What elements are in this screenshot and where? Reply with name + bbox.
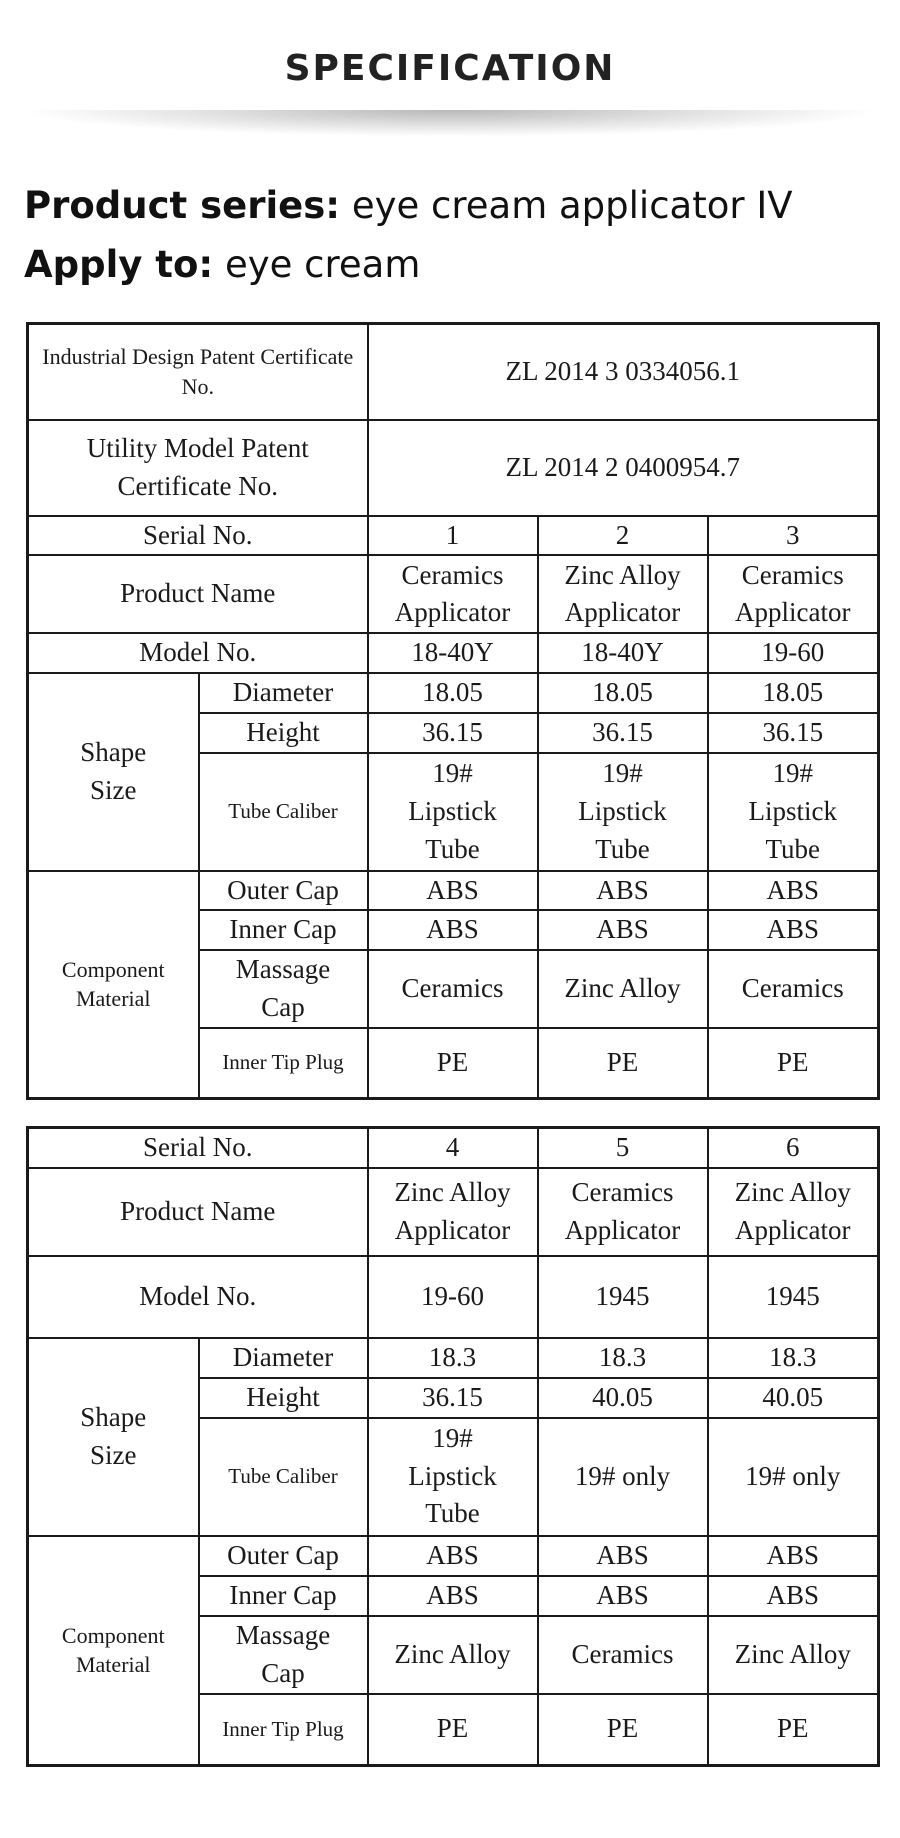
table-row	[28, 516, 879, 556]
utility-patent-label: Utility Model Patent Certificate No.	[28, 420, 368, 516]
table-row	[28, 324, 879, 420]
tube-caliber-cell: 19# Lipstick Tube	[368, 753, 538, 871]
table-row	[28, 871, 879, 911]
product-name-label: Product Name	[28, 1168, 368, 1256]
model-cell: 19-60	[368, 1256, 538, 1338]
inner-tip-plug-cell: PE	[368, 1028, 538, 1098]
spec-table-2	[26, 1126, 880, 1767]
table-row	[28, 1256, 879, 1338]
massage-cap-cell: Zinc Alloy	[708, 1616, 879, 1694]
model-label: Model No.	[28, 633, 368, 673]
diameter-cell: 18.05	[368, 673, 538, 713]
product-name-cell: Zinc Alloy Applicator	[708, 1168, 879, 1256]
massage-cap-cell: Ceramics	[368, 950, 538, 1028]
outer-cap-cell: ABS	[538, 1536, 708, 1576]
table-row	[28, 633, 879, 673]
design-patent-value: ZL 2014 3 0334056.1	[368, 324, 879, 420]
serial-cell: 3	[708, 516, 879, 556]
tube-caliber-cell: 19# Lipstick Tube	[538, 753, 708, 871]
product-name-cell: Zinc Alloy Applicator	[368, 1168, 538, 1256]
outer-cap-label: Outer Cap	[199, 1536, 368, 1576]
height-cell: 36.15	[368, 713, 538, 753]
inner-tip-plug-cell: PE	[708, 1694, 879, 1766]
table-row	[28, 555, 879, 633]
diameter-label: Diameter	[199, 1338, 368, 1378]
height-cell: 36.15	[708, 713, 879, 753]
diameter-cell: 18.3	[368, 1338, 538, 1378]
inner-cap-cell: ABS	[708, 910, 879, 950]
component-material-label: Component Material	[28, 1536, 199, 1766]
tube-caliber-cell: 19# only	[538, 1418, 708, 1536]
product-name-cell: Ceramics Applicator	[368, 555, 538, 633]
serial-cell: 6	[708, 1128, 879, 1168]
component-material-label: Component Material	[28, 871, 199, 1099]
tube-caliber-label: Tube Caliber	[199, 753, 368, 871]
height-cell: 40.05	[538, 1378, 708, 1418]
tube-caliber-cell: 19# Lipstick Tube	[708, 753, 879, 871]
table-row	[28, 1536, 879, 1576]
inner-tip-plug-cell: PE	[538, 1028, 708, 1098]
inner-cap-cell: ABS	[368, 1576, 538, 1616]
shape-size-label: Shape Size	[28, 673, 199, 871]
product-series-value: eye cream applicator IV	[340, 184, 793, 227]
title-divider-shadow	[30, 110, 870, 136]
table-row	[28, 420, 879, 516]
serial-cell: 5	[538, 1128, 708, 1168]
inner-tip-plug-cell: PE	[538, 1694, 708, 1766]
serial-cell: 2	[538, 516, 708, 556]
massage-cap-cell: Zinc Alloy	[368, 1616, 538, 1694]
spec-table-1	[26, 322, 880, 1100]
table-row	[28, 673, 879, 713]
diameter-cell: 18.05	[538, 673, 708, 713]
inner-cap-cell: ABS	[708, 1576, 879, 1616]
diameter-cell: 18.3	[708, 1338, 879, 1378]
outer-cap-label: Outer Cap	[199, 871, 368, 911]
height-label: Height	[199, 1378, 368, 1418]
serial-label: Serial No.	[28, 1128, 368, 1168]
inner-tip-plug-label: Inner Tip Plug	[199, 1694, 368, 1766]
tube-caliber-label: Tube Caliber	[199, 1418, 368, 1536]
inner-tip-plug-cell: PE	[708, 1028, 879, 1098]
apply-to-line	[24, 243, 420, 286]
massage-cap-cell: Zinc Alloy	[538, 950, 708, 1028]
model-cell: 19-60	[708, 633, 879, 673]
inner-tip-plug-cell: PE	[368, 1694, 538, 1766]
model-cell: 18-40Y	[368, 633, 538, 673]
inner-cap-label: Inner Cap	[199, 1576, 368, 1616]
inner-tip-plug-label: Inner Tip Plug	[199, 1028, 368, 1098]
outer-cap-cell: ABS	[708, 1536, 879, 1576]
inner-cap-cell: ABS	[538, 910, 708, 950]
page-title: SPECIFICATION	[284, 48, 616, 89]
diameter-cell: 18.05	[708, 673, 879, 713]
apply-to-value: eye cream	[213, 243, 421, 286]
massage-cap-label: Massage Cap	[199, 1616, 368, 1694]
design-patent-label: Industrial Design Patent Certificate No.	[28, 324, 368, 420]
tube-caliber-cell: 19# Lipstick Tube	[368, 1418, 538, 1536]
shape-size-label: Shape Size	[28, 1338, 199, 1536]
product-series-label: Product series:	[24, 184, 341, 227]
product-name-cell: Zinc Alloy Applicator	[538, 555, 708, 633]
outer-cap-cell: ABS	[708, 871, 879, 911]
inner-cap-label: Inner Cap	[199, 910, 368, 950]
massage-cap-cell: Ceramics	[708, 950, 879, 1028]
product-name-label: Product Name	[28, 555, 368, 633]
height-label: Height	[199, 713, 368, 753]
outer-cap-cell: ABS	[368, 1536, 538, 1576]
tube-caliber-cell: 19# only	[708, 1418, 879, 1536]
table-row	[28, 1168, 879, 1256]
model-cell: 1945	[708, 1256, 879, 1338]
utility-patent-value: ZL 2014 2 0400954.7	[368, 420, 879, 516]
product-series-line	[24, 184, 793, 227]
massage-cap-cell: Ceramics	[538, 1616, 708, 1694]
model-cell: 1945	[538, 1256, 708, 1338]
inner-cap-cell: ABS	[368, 910, 538, 950]
model-cell: 18-40Y	[538, 633, 708, 673]
table-row	[28, 1128, 879, 1168]
product-name-cell: Ceramics Applicator	[708, 555, 879, 633]
diameter-cell: 18.3	[538, 1338, 708, 1378]
product-name-cell: Ceramics Applicator	[538, 1168, 708, 1256]
inner-cap-cell: ABS	[538, 1576, 708, 1616]
height-cell: 36.15	[368, 1378, 538, 1418]
outer-cap-cell: ABS	[538, 871, 708, 911]
serial-cell: 4	[368, 1128, 538, 1168]
apply-to-label: Apply to:	[24, 243, 214, 286]
diameter-label: Diameter	[199, 673, 368, 713]
table-row	[28, 1338, 879, 1378]
massage-cap-label: Massage Cap	[199, 950, 368, 1028]
outer-cap-cell: ABS	[368, 871, 538, 911]
height-cell: 36.15	[538, 713, 708, 753]
serial-label: Serial No.	[28, 516, 368, 556]
serial-cell: 1	[368, 516, 538, 556]
height-cell: 40.05	[708, 1378, 879, 1418]
model-label: Model No.	[28, 1256, 368, 1338]
